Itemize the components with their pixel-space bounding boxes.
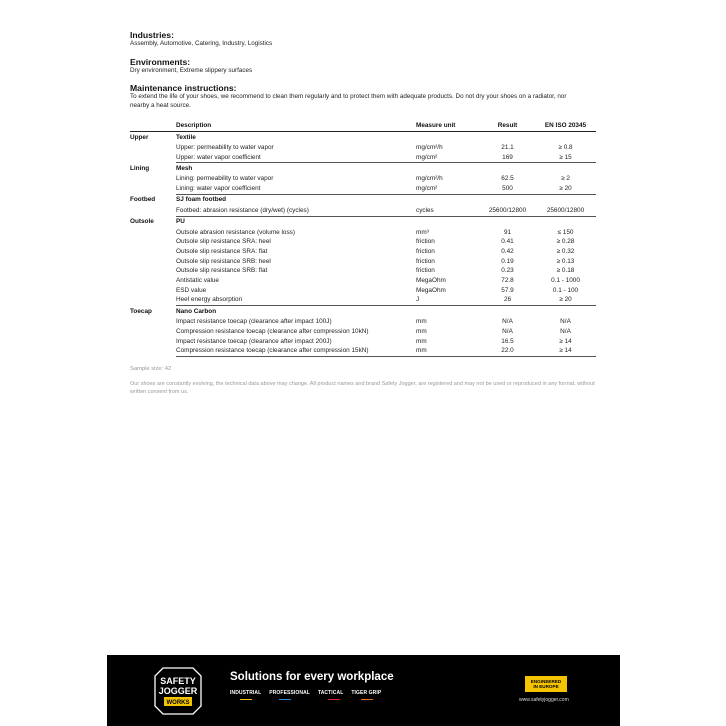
row-unit: mg/cm² — [416, 153, 480, 163]
row-standard: ≤ 150 — [557, 228, 574, 236]
row-standard: ≥ 2 — [561, 175, 570, 183]
row-description: Outsole abrasion resistance (volume loss) — [176, 228, 295, 236]
row-standard: N/A — [560, 327, 571, 335]
row-standard: ≥ 0.13 — [556, 257, 575, 265]
row-result: 0.19 — [501, 257, 514, 265]
row-category-spacer — [130, 228, 176, 238]
row-category-spacer — [130, 153, 176, 163]
badge-line2: IN EUROPE — [533, 684, 559, 689]
row-standard: ≥ 20 — [535, 295, 596, 305]
table-row — [130, 143, 596, 153]
spec-table-body — [130, 132, 596, 357]
row-category-spacer — [130, 276, 176, 286]
row-unit: MegaOhm — [416, 277, 446, 285]
group-category: Upper — [130, 133, 149, 141]
logo-text-safety: SAFETY — [160, 676, 196, 686]
row-result: 16.5 — [501, 337, 514, 345]
row-unit: friction — [416, 238, 435, 246]
row-description: Heel energy absorption — [176, 295, 416, 305]
table-row — [130, 206, 596, 216]
table-row — [130, 247, 596, 257]
table-row — [130, 257, 596, 267]
row-unit: mm — [416, 337, 427, 345]
maintenance-text: To extend the life of your shoes, we recommend to clean them regularly and to protect them with adequate products. Do not dry your shoes on a radiator, nor nearby a heat source. — [130, 93, 567, 109]
row-category-spacer — [130, 286, 176, 296]
category-color-bar — [240, 699, 252, 701]
row-description: Compression resistance toecap (clearance after compression 15kN) — [176, 346, 416, 356]
footer-headline: Solutions for every workplace — [230, 671, 394, 683]
category-label: TACTICAL — [317, 690, 344, 696]
group-empty-cell — [416, 194, 480, 206]
group-empty-cell — [535, 216, 596, 228]
row-result: 62.5 — [501, 175, 514, 183]
table-row — [130, 228, 596, 238]
table-group-row — [130, 216, 596, 228]
category-tactical — [318, 690, 343, 700]
group-empty-cell — [480, 216, 535, 228]
industries-title: Industries: — [130, 30, 174, 40]
group-category: Outsole — [130, 217, 154, 225]
category-label: INDUSTRIAL — [230, 690, 262, 696]
group-empty-cell — [416, 216, 480, 228]
industries-section — [130, 30, 600, 49]
category-color-bar — [279, 699, 291, 701]
industries-text: Assembly, Automotive, Catering, Industry, Logistics — [130, 40, 273, 47]
row-description: Upper: water vapor coefficient — [176, 153, 416, 163]
row-description: Outsole slip resistance SRB: flat — [176, 267, 268, 275]
badge-line1: ENGINEERED — [530, 678, 562, 684]
row-unit: J — [416, 295, 480, 305]
table-row — [130, 327, 596, 337]
header-result: Result — [480, 120, 535, 132]
table-row — [130, 266, 596, 276]
group-empty-cell — [480, 132, 535, 144]
maintenance-title: Maintenance instructions: — [130, 83, 237, 93]
row-category-spacer — [130, 327, 176, 337]
table-header-row — [130, 120, 596, 132]
row-description: Antistatic value — [176, 277, 219, 285]
row-category-spacer — [130, 247, 176, 257]
row-result: 500 — [480, 184, 535, 194]
table-row — [130, 237, 596, 247]
table-group-row — [130, 306, 596, 318]
footer-banner — [107, 655, 620, 726]
table-row — [130, 184, 596, 194]
group-empty-cell — [480, 306, 535, 318]
safety-jogger-logo — [153, 666, 203, 716]
header-description: Description — [176, 120, 416, 132]
row-description: Lining: permeability to water vapor — [176, 175, 274, 183]
table-row — [130, 295, 596, 305]
environments-title: Environments: — [130, 57, 191, 67]
sample-size: Sample size: 42 — [130, 366, 172, 372]
row-description: Upper: permeability to water vapor — [176, 144, 274, 151]
row-result: 21.1 — [501, 144, 514, 151]
row-unit: mm — [416, 327, 427, 335]
row-standard: ≥ 14 — [559, 337, 572, 345]
row-result: 57.9 — [501, 286, 514, 294]
row-standard: ≥ 0.28 — [556, 238, 575, 246]
row-unit: mm — [416, 346, 480, 356]
group-empty-cell — [480, 194, 535, 206]
row-category-spacer — [130, 143, 176, 153]
group-category: Footbed — [130, 196, 156, 204]
row-category-spacer — [130, 237, 176, 247]
row-category-spacer — [130, 257, 176, 267]
row-unit: friction — [416, 257, 435, 265]
row-unit: friction — [416, 247, 435, 255]
row-standard: ≥ 0.8 — [558, 144, 573, 151]
group-material: Textile — [176, 133, 196, 141]
row-unit: mm³ — [416, 228, 429, 236]
row-standard: ≥ 0.18 — [556, 267, 575, 275]
category-industrial — [230, 690, 261, 700]
group-category: Lining — [130, 164, 150, 172]
row-result: 22.0 — [480, 346, 535, 356]
logo-text-jogger: JOGGER — [158, 686, 198, 696]
category-tiger-grip — [351, 690, 381, 700]
table-group-row — [130, 132, 596, 144]
category-color-bar — [361, 699, 373, 701]
row-standard: 0.1 - 100 — [552, 286, 579, 294]
row-category-spacer — [130, 295, 176, 305]
row-result: 0.42 — [501, 247, 514, 255]
group-empty-cell — [416, 132, 480, 144]
row-description: Impact resistance toecap (clearance after impact 100J) — [176, 318, 332, 326]
row-description: Lining: water vapor coefficient — [176, 184, 416, 194]
table-row — [130, 276, 596, 286]
header-unit: Measure unit — [416, 120, 480, 132]
header-category — [130, 120, 176, 132]
row-description: ESD value — [176, 286, 207, 294]
table-group-row — [130, 163, 596, 175]
group-material: PU — [176, 218, 185, 226]
group-empty-cell — [416, 163, 480, 175]
disclaimer: Our shoes are constantly evolving, the technical data above may change. All product names and brand Safety Jogger, are registered and may not be used or reproduced in any format, without written consent from us. — [130, 381, 595, 395]
group-empty-cell — [535, 132, 596, 144]
table-row — [130, 174, 596, 184]
group-material: Nano Carbon — [176, 307, 217, 315]
website-link[interactable]: www.safetyjogger.com — [519, 697, 569, 703]
spec-table — [130, 120, 596, 357]
row-standard: ≥ 0.32 — [556, 247, 575, 255]
group-material: SJ foam footbed — [176, 196, 227, 204]
table-row — [130, 317, 596, 327]
row-category-spacer — [130, 174, 176, 184]
row-category-spacer — [130, 346, 176, 356]
row-result: 169 — [480, 153, 535, 163]
row-result: 91 — [503, 228, 512, 236]
row-category-spacer — [130, 317, 176, 327]
engineered-in-europe-badge — [525, 676, 567, 692]
footer-categories — [230, 690, 389, 700]
row-description: Outsole slip resistance SRA: heel — [176, 238, 271, 246]
row-unit: friction — [416, 267, 435, 275]
row-result: 25600/12800 — [480, 206, 535, 216]
category-label: PROFESSIONAL — [269, 690, 310, 696]
table-group-row — [130, 194, 596, 206]
row-standard: 25600/12800 — [535, 206, 596, 216]
row-standard: N/A — [560, 318, 571, 326]
row-category-spacer — [130, 206, 176, 216]
category-color-bar — [328, 699, 340, 701]
row-standard: 0.1 - 1000 — [551, 277, 580, 285]
row-unit: cycles — [416, 206, 480, 216]
row-unit: mg/cm²/h — [416, 144, 443, 151]
group-empty-cell — [535, 163, 596, 175]
row-description: Impact resistance toecap (clearance after impact 200J) — [176, 337, 332, 345]
group-material: Mesh — [176, 165, 193, 173]
table-row — [130, 153, 596, 163]
row-result: 26 — [480, 295, 535, 305]
row-unit: mm — [416, 318, 427, 326]
group-empty-cell — [416, 306, 480, 318]
row-result: 0.41 — [501, 238, 514, 246]
row-standard: ≥ 15 — [535, 153, 596, 163]
row-standard: ≥ 14 — [535, 346, 596, 356]
row-category-spacer — [130, 337, 176, 347]
header-standard: EN ISO 20345 — [535, 120, 596, 132]
row-unit: MegaOhm — [416, 286, 446, 294]
maintenance-section — [130, 83, 576, 110]
group-empty-cell — [535, 306, 596, 318]
group-empty-cell — [480, 163, 535, 175]
group-category: Toecap — [130, 307, 152, 315]
row-unit: mg/cm²/h — [416, 175, 443, 183]
row-result: 72.8 — [501, 277, 514, 285]
row-result: 0.23 — [501, 267, 514, 275]
table-row — [130, 286, 596, 296]
row-unit: mg/cm² — [416, 184, 480, 194]
environments-section — [130, 57, 600, 76]
row-description: Compression resistance toecap (clearance after compression 10kN) — [176, 327, 369, 335]
row-category-spacer — [130, 266, 176, 276]
category-label: TIGER GRIP — [351, 690, 382, 696]
table-row — [130, 337, 596, 347]
row-description: Footbed: abrasion resistance (dry/wet) (cycles) — [176, 206, 416, 216]
row-result: N/A — [502, 327, 513, 335]
row-category-spacer — [130, 184, 176, 194]
row-description: Outsole slip resistance SRB: heel — [176, 257, 271, 265]
row-standard: ≥ 20 — [535, 184, 596, 194]
logo-text-works: WORKS — [166, 700, 190, 706]
category-professional — [269, 690, 310, 700]
table-row — [130, 346, 596, 356]
environments-text: Dry environment, Extreme slippery surfaces — [130, 67, 253, 74]
row-description: Outsole slip resistance SRA: flat — [176, 247, 268, 255]
group-empty-cell — [535, 194, 596, 206]
row-result: N/A — [502, 318, 513, 326]
